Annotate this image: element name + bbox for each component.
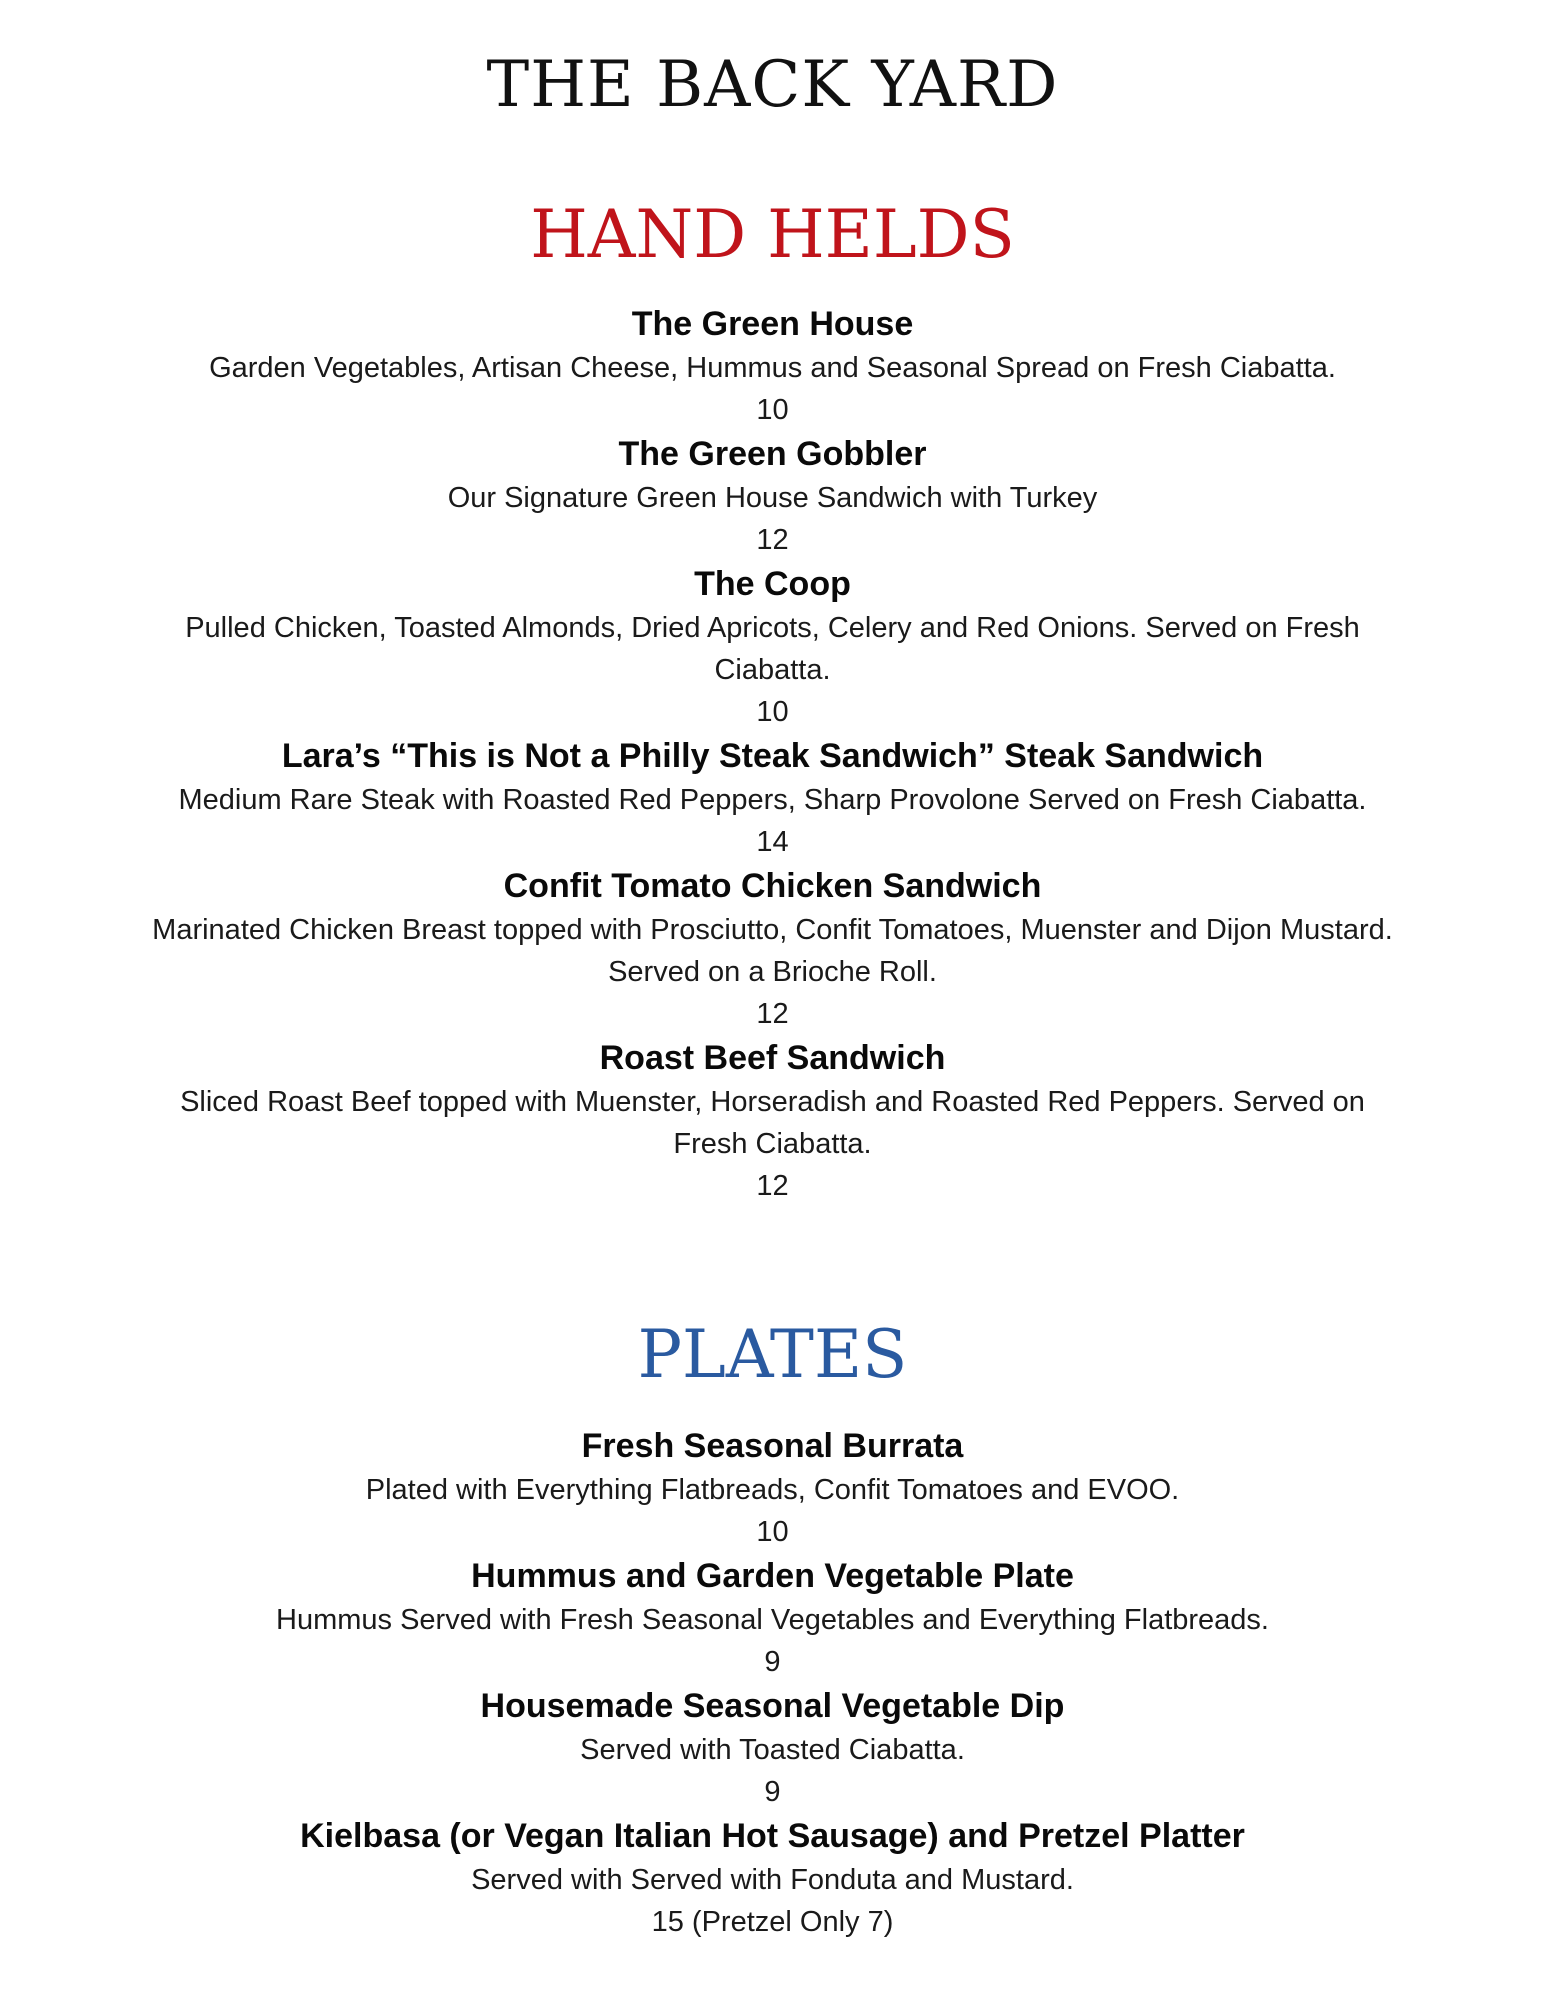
item-description: Garden Vegetables, Artisan Cheese, Hummus and Seasonal Spread on Fresh Ciabatta. <box>209 352 1336 384</box>
item-price: 15 (Pretzel Only 7) <box>651 1906 894 1938</box>
menu-item <box>0 1423 1545 1553</box>
item-description: Served with Toasted Ciabatta. <box>580 1734 965 1766</box>
section-title-hand-helds: HAND HELDS <box>530 196 1015 273</box>
menu-item <box>0 1813 1545 1943</box>
item-price: 12 <box>756 998 789 1030</box>
item-description: Pulled Chicken, Toasted Almonds, Dried Apricots, Celery and Red Onions. Served on Fresh Ciabatta. <box>185 612 1360 686</box>
item-price: 9 <box>764 1776 781 1808</box>
item-description: Served with Served with Fonduta and Mustard. <box>471 1864 1074 1896</box>
menu-item <box>0 1035 1545 1207</box>
item-name: Hummus and Garden Vegetable Plate <box>471 1557 1074 1595</box>
item-price: 14 <box>756 826 789 858</box>
menu-item <box>0 863 1545 1035</box>
item-name: The Green House <box>631 305 914 343</box>
item-price: 10 <box>756 394 789 426</box>
menu-item <box>0 733 1545 863</box>
item-description: Hummus Served with Fresh Seasonal Vegetables and Everything Flatbreads. <box>276 1604 1269 1636</box>
menu-item <box>0 561 1545 733</box>
item-name: The Green Gobbler <box>618 435 927 473</box>
menu-item <box>0 431 1545 561</box>
item-price: 10 <box>756 1516 789 1548</box>
item-description: Marinated Chicken Breast topped with Prosciutto, Confit Tomatoes, Muenster and Dijon Mustard. Served on a Brioche Roll. <box>152 914 1393 988</box>
item-price: 12 <box>756 524 789 556</box>
item-name: The Coop <box>694 565 851 603</box>
menu-item <box>0 1553 1545 1683</box>
item-price: 9 <box>764 1646 781 1678</box>
item-name: Fresh Seasonal Burrata <box>581 1427 964 1465</box>
item-price: 12 <box>756 1170 789 1202</box>
item-name: Roast Beef Sandwich <box>599 1039 946 1077</box>
item-name: Housemade Seasonal Vegetable Dip <box>480 1687 1065 1725</box>
item-price: 10 <box>756 696 789 728</box>
restaurant-title: THE BACK YARD <box>486 48 1059 122</box>
section-title-plates: PLATES <box>637 1316 908 1393</box>
item-description: Medium Rare Steak with Roasted Red Peppers, Sharp Provolone Served on Fresh Ciabatta. <box>178 784 1367 816</box>
item-description: Plated with Everything Flatbreads, Confit Tomatoes and EVOO. <box>365 1474 1180 1506</box>
item-name: Lara’s “This is Not a Philly Steak Sandwich” Steak Sandwich <box>281 737 1264 775</box>
item-name: Confit Tomato Chicken Sandwich <box>503 867 1042 905</box>
plates-items <box>0 1423 1545 1943</box>
menu-item <box>0 301 1545 431</box>
hand-helds-items <box>0 301 1545 1207</box>
item-description: Our Signature Green House Sandwich with Turkey <box>447 482 1098 514</box>
item-name: Kielbasa (or Vegan Italian Hot Sausage) and Pretzel Platter <box>300 1817 1245 1855</box>
item-description: Sliced Roast Beef topped with Muenster, Horseradish and Roasted Red Peppers. Served on Fresh Ciabatta. <box>180 1086 1365 1160</box>
menu-item <box>0 1683 1545 1813</box>
